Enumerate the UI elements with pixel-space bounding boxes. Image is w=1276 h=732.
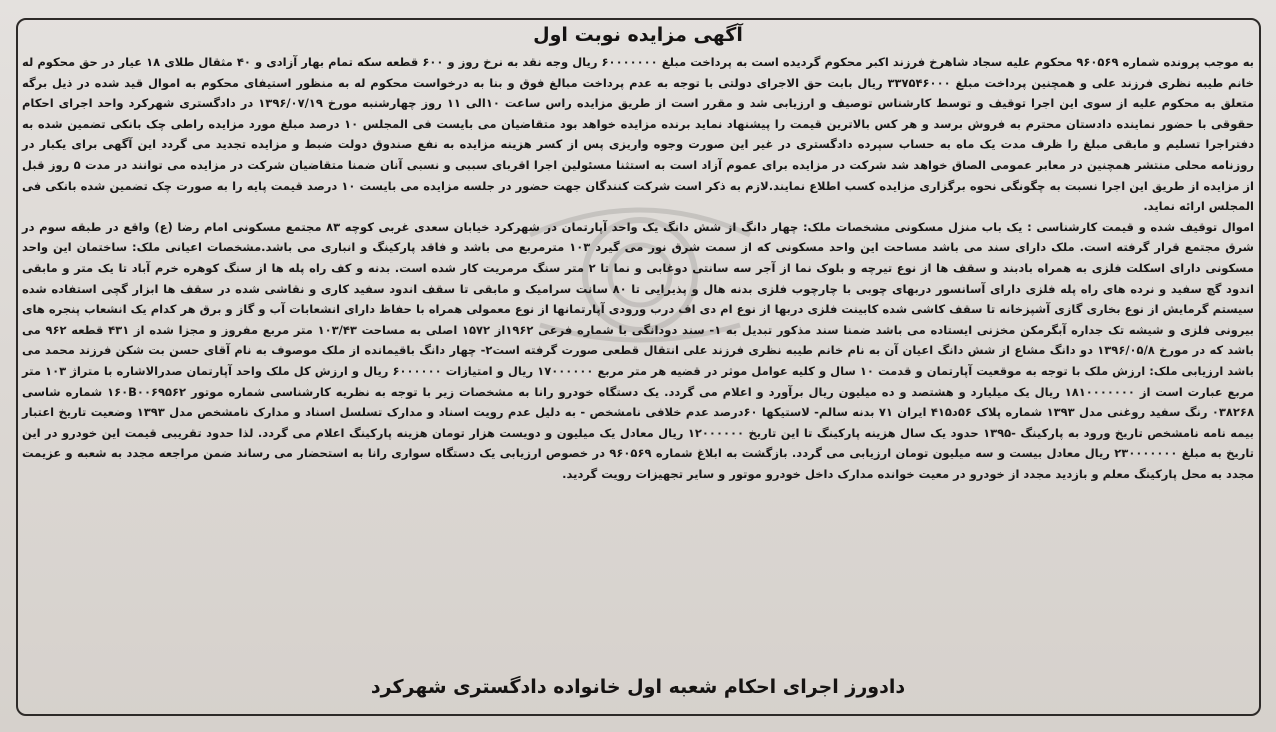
notice-paragraph-auction-terms: به موجب پرونده شماره ۹۶۰۵۶۹ محکوم علیه سجاد شاهرخ فرزند اکبر محکوم گردیده است به پرداخت مبلغ ۶۰۰۰۰۰۰۰ ریال وجه نقد به نرخ روز و ۶۰۰ قطعه سکه تمام بهار آزادی و ۴۰ مثقال طلای ۱۸ عیار در حق محکوم له خانم طیبه نظری فرزند علی و همچنین پرداخت مبلغ ۳۳۷۵۴۶۰۰۰ ریال بابت حق الاجرای دولتی با توجه به عدم پرداخت مبالغ فوق و بنا به درخواست محکوم له به منظور استیفای محکوم به اموال قید شده در ذیل برگه متعلق به محکوم علیه از سوی این اجرا توقیف و توسط کارشناس توصیف و ارزیابی شد و مقرر است از طریق مزایده راس ساعت ۱۰الی ۱۱ روز چهارشنبه مورخ ۱۳۹۶/۰۷/۱۹ در دادگستری شهرکرد واحد اجرای احکام حقوقی با حضور نماینده دادستان محترم به فروش برسد و هر کس بالاترین قیمت را پیشنهاد نماید برنده مزایده خواهد بود متقاضیان می بایست فی المجلس ۱۰ درصد مبلغ مورد مزایده راطی چک بانکی تضمین شده به دفتراجرا تسلیم و مابقی مبلغ را ظرف مدت یک ماه به حساب سپرده دادگستری در غیر این صورت وجوه واریزی پس از کسر هزینه مزایده به نفع صندوق دولت ضبط و مزایده تجدید می گردد این آگهی برای یکبار در روزنامه محلی منتشر همچنین در معابر عمومی الصاق خواهد شد شرکت در مزایده برای عموم آزاد است به استثنا مسئولین اجرا اقربای سببی و نسبی آنان ضمنا متقاضیان شرکت در مزایده می توانند در مدت ۵ روز قبل از مزایده از طریق این اجرا نسبت به چگونگی نحوه برگزاری مزایده کسب اطلاع نمایند.لازم به ذکر است شرکت کنندگان جهت حضور در جلسه مزایده می بایست ۱۰ درصد قیمت پایه را به صورت چک تضمین شده بانکی فی المجلس ارائه نماید. <box>22 55 1255 214</box>
notice-signature: دادورز اجرای احکام شعبه اول خانواده دادگستری شهرکرد <box>370 676 906 698</box>
notice-title: آگهی مزایده نوبت اول <box>533 24 743 46</box>
notice-paragraph-seized-property: اموال توقیف شده و قیمت کارشناسی : یک باب منزل مسکونی مشخصات ملک: چهار دانگ از شش دانگ یک واحد آپارتمان در شهرکرد خیابان سعدی غربی کوچه ۸۳ مجتمع مسکونی امام رضا (ع) واقع در طبقه سوم در شرق مجتمع قرار گرفته است. ملک دارای سند می باشد مساحت این واحد مسکونی که از سمت شرق نور می گیرد ۱۰۳ مترمربع می باشد و فاقد پارکینگ و انباری می باشد.مشخصات اعیانی ملک: ساختمان این واحد مسکونی دارای اسکلت فلزی به همراه بادبند و سقف ها از نوع تیرچه و بلوک نما از آجر سه سانتی دوغابی و نما تا ۲ متر سنگ مرمریت کار شده است. بدنه و کف راه پله ها از سنگ کوهره خرم آباد تا یک متر و مابقی اندود گچ سفید و نرده های راه پله فلزی دارای آسانسور دربهای چوبی با چارچوب فلزی بدنه هال و پذیرایی تا ۸۰ سانت سرامیک و مابقی تا سقف اندود سفید کاری و نقاشی شده در سقف ها ابزار گچی استفاده شده سیستم گرمایش از نوع بخاری گازی آشپزخانه تا سقف کاشی شده کابینت فلزی دربها از نوع ام دی اف درب ورودی آپارتمانها از نوع معمولی همراه با حفاظ دارای انشعابات آب و گاز و برق هر کدام یک انشعاب پنجره های بیرونی فلزی و شیشه تک جداره آبگرمکن مخزنی ایستاده می باشد ضمنا سند مذکور تبدیل به ۱- سند دودانگی با شماره فرعی ۱۹۶۲از ۱۵۷۲ اصلی به مساحت ۱۰۳/۴۳ متر مربع مفروز و مجزا شده از ۴۳۱ قطعه ۹۶۲ می باشد که در مورخ ۱۳۹۶/۰۵/۸ دو دانگ مشاع از شش دانگ اعیان آن به نام خانم طیبه نظری فرزند علی انتقال قطعی صورت گرفته است۲- چهار دانگ باقیمانده از ملک موصوف به نام آقای حسن بت شکن فرزند محمد می باشد ارزیابی ملک: ارزش ملک با توجه به موقعیت آپارتمان و قدمت ۱۰ سال و کلیه عوامل موثر در قضیه هر متر مربع ۱۷۰۰۰۰۰۰ ریال و امتیازات ۶۰۰۰۰۰۰ ریال و ارزش کل ملک واحد آپارتمان صدرالاشاره با متراژ ۱۰۳ متر مربع عبارت است از ۱۸۱۰۰۰۰۰۰۰ ریال یک میلیارد و هشتصد و ده میلیون ریال برآورد و اعلام می گردد. یک دستگاه خودرو رانا به مشخصات زیر با توجه به نظریه کارشناسی شماره موتور ۱۶۰B۰۰۶۹۵۶۲ شماره شاسی ۰۳۸۲۶۸ رنگ سفید روغنی مدل ۱۳۹۳ شماره پلاک ۵۶د۴۱۵ ایران ۷۱ بدنه سالم- لاستیکها ۶۰درصد عدم خلافی نامشخص - به دلیل عدم رویت اسناد و مدارک تسلسل اسناد و مدارک نامشخص مدل ۱۳۹۳ وضعیت تاریخ اعتبار بیمه نامه نامشخص تاریخ ورود به پارکینگ -۱۳۹۵ حدود یک سال هزینه پارکینگ تا این تاریخ ۱۲۰۰۰۰۰۰ ریال معادل یک میلیون و دویست هزار تومان هزینه پارکینگ اعلام می گردد. لذا حدود تقریبی قیمت این خودرو در این تاریخ به مبلغ ۲۳۰۰۰۰۰۰۰ ریال معادل بیست و سه میلیون تومان ارزیابی می گردد. بازگشت به ابلاغ شماره ۹۶۰۵۶۹ در خصوص ارزیابی یک دستگاه سواری رانا به استحضار می رساند ضمن مراجعه مجدد به شعبه و عزیمت مجدد به محل پارکینگ معلم و بازدید مجدد از خودرو در معیت خوانده مدارک داخل خودرو موتور و سایر تجهیزات رویت گردید. <box>22 219 1255 481</box>
notice-body <box>22 52 1254 484</box>
